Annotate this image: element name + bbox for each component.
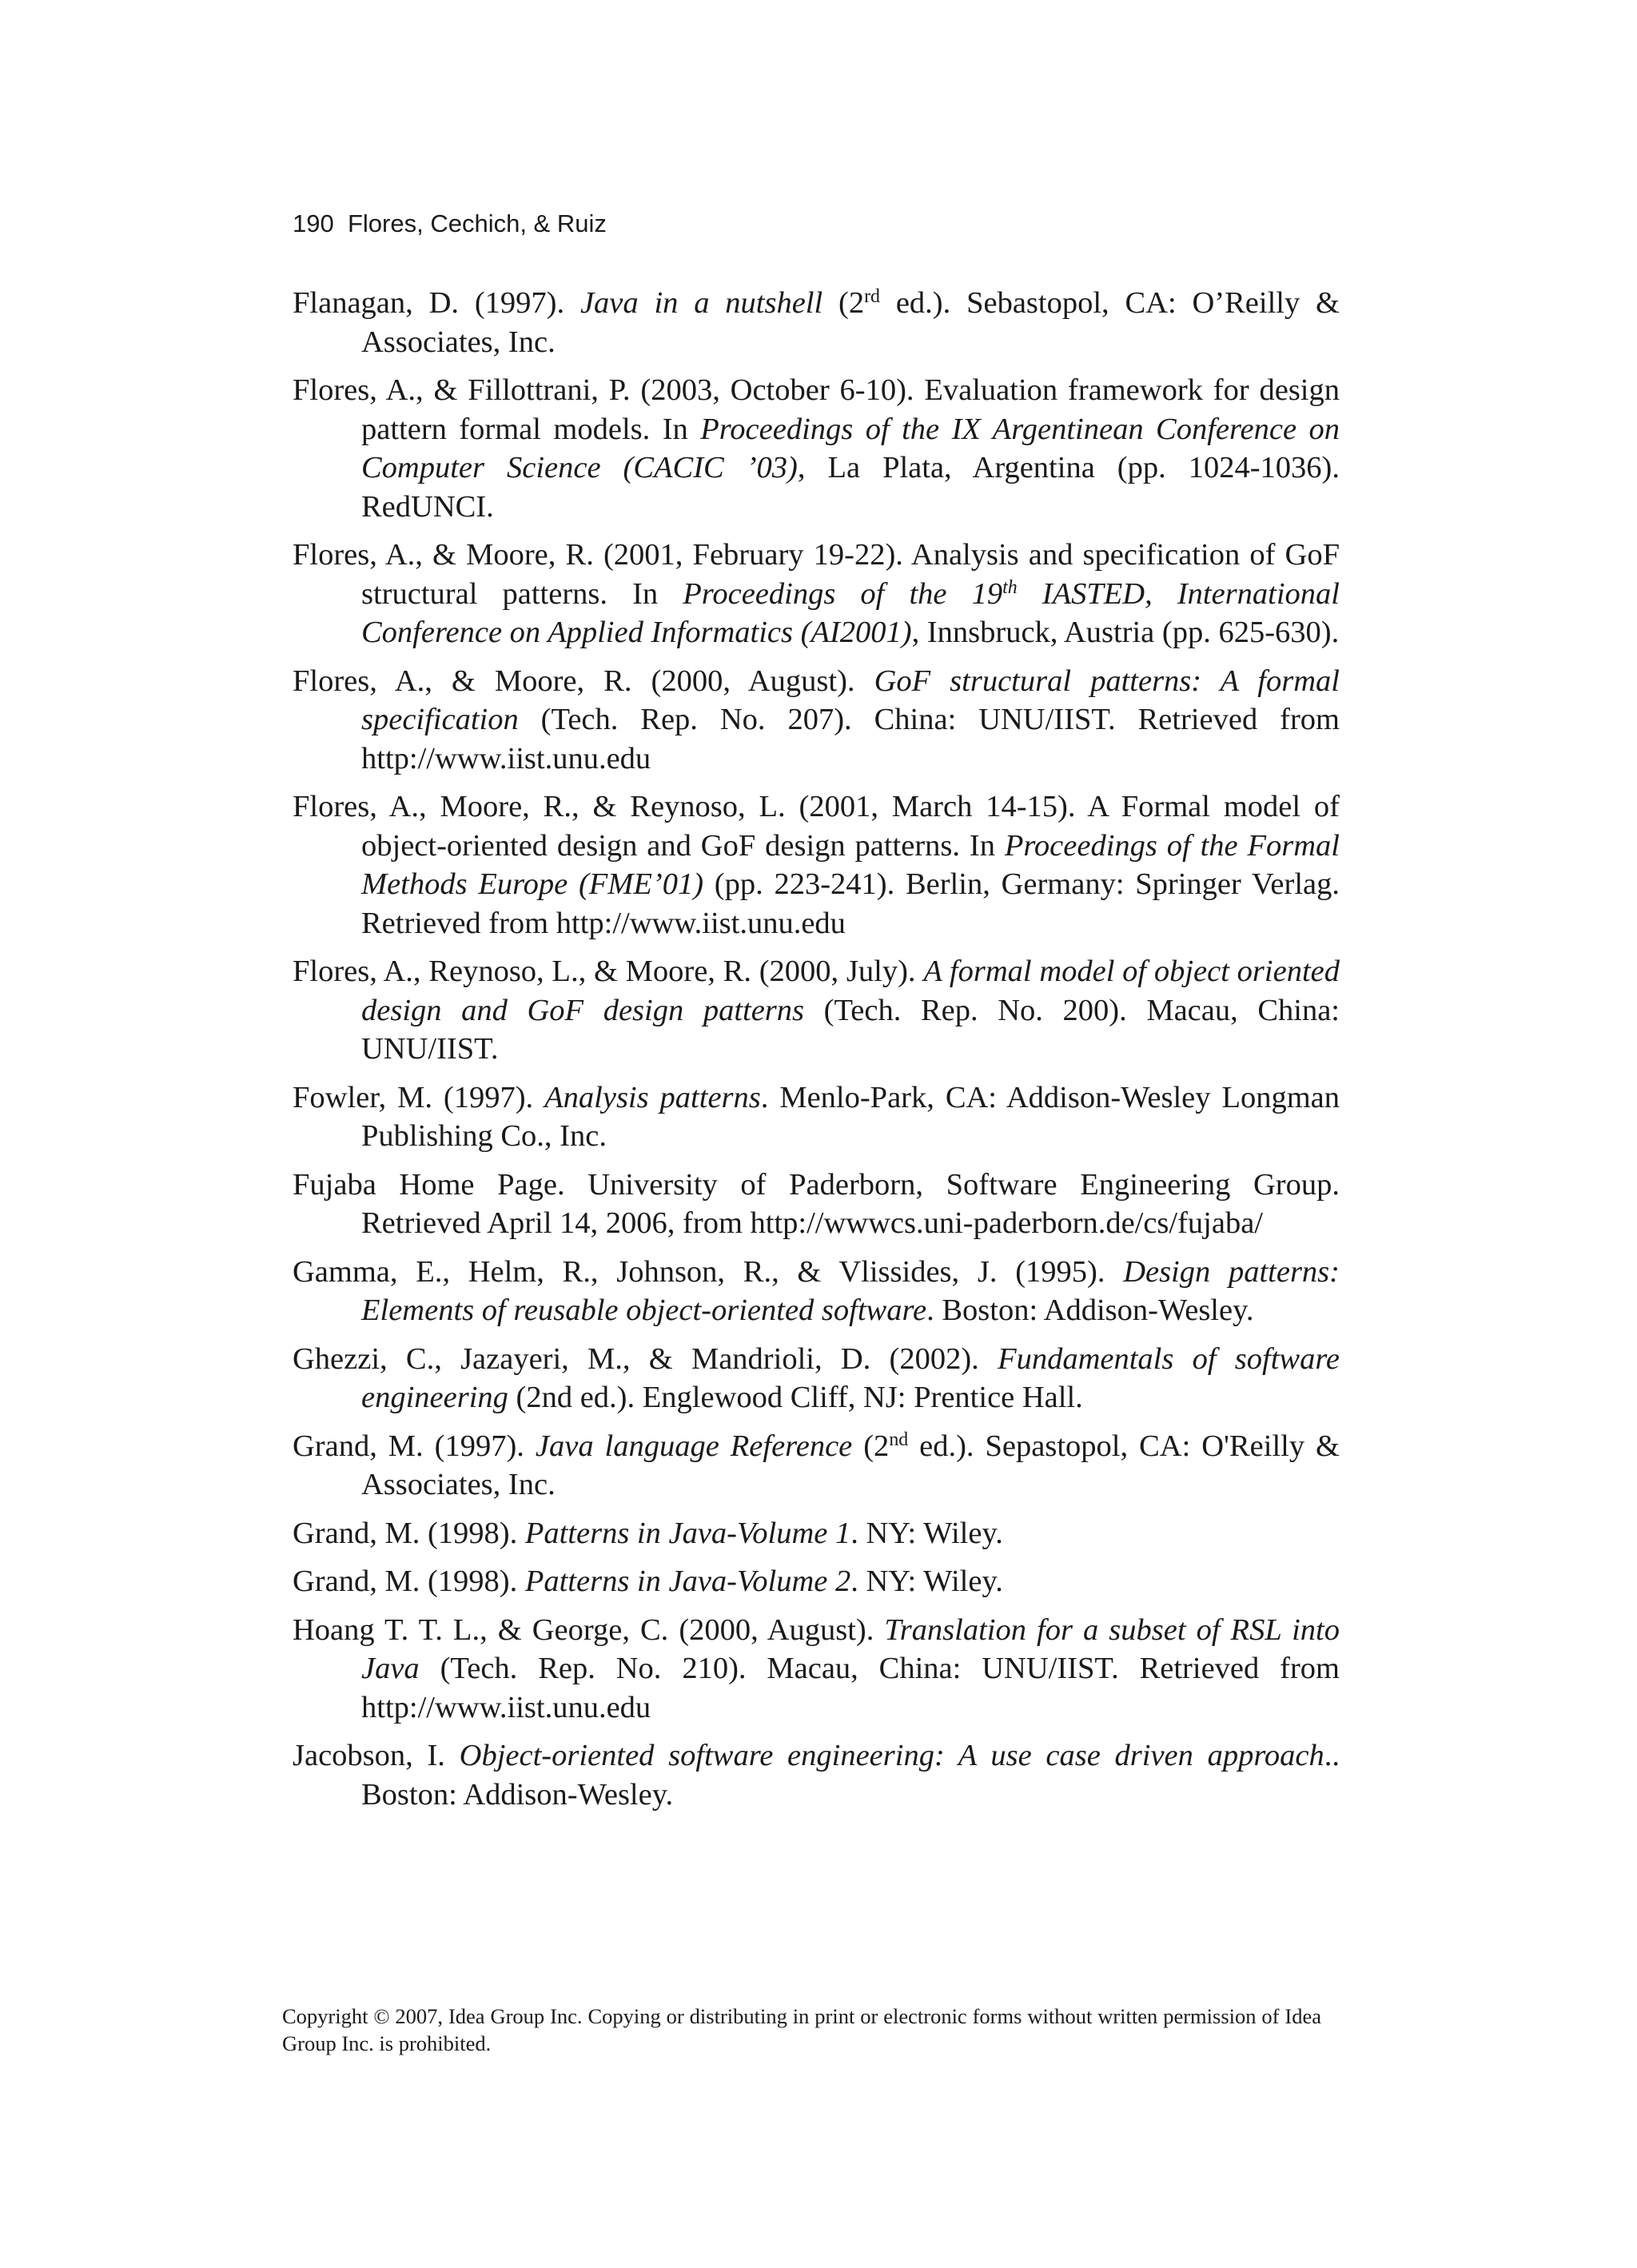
reference-text: (Tech. Rep. No. 200). Macau, China: UNU/IIST. [361,993,1340,1066]
page-number: 190 [293,209,334,237]
reference-text: (2 [822,286,865,320]
reference-text: Flores, A., Reynoso, L., & Moore, R. (2000, July). [293,955,924,988]
reference-text: Gamma, E., Helm, R., Johnson, R., & Vlissides, J. (1995). [293,1254,1124,1289]
reference-title: GoF structural patterns: A formal specification [361,664,1340,736]
reference-text: Grand, M. (1998). [293,1564,525,1598]
reference-item [293,1611,1340,1728]
reference-text: Ghezzi, C., Jazayeri, M., & Mandrioli, D. (2002). [293,1341,998,1376]
reference-text: . Menlo-Park, CA: Addison-Wesley Longman Publishing Co., Inc. [361,1080,1340,1153]
reference-title: Patterns in Java-Volume 2 [524,1564,851,1598]
reference-text: Flores, A., & Fillottrani, P. (2003, October 6-10). Evaluation framework for design pattern formal models. In [293,373,1340,446]
reference-text: Grand, M. (1997). [293,1429,536,1463]
reference-item [293,1562,1340,1601]
reference-title: Translation for a subset of RSL into Java [361,1612,1340,1685]
reference-item [293,1427,1340,1505]
reference-text: , La Plata, Argentina (pp. 1024-1036). RedUNCI. [361,451,1340,524]
reference-text: Fujaba Home Page. University of Paderborn, Software Engineering Group. Retrieved April 14, 2006, from http://wwwcs.uni-paderborn.de/cs/fujaba/ [293,1167,1340,1240]
reference-superscript: rd [864,285,880,307]
reference-text: ed.). Sebastopol, CA: O’Reilly & Associates, Inc. [361,286,1340,359]
reference-item [293,536,1340,652]
reference-text: Jacobson, I. [293,1739,460,1772]
reference-item [293,787,1340,943]
reference-title: Proceedings of the IX Argentinean Conference on Computer Science (CACIC ’03) [361,412,1340,484]
reference-text: (Tech. Rep. No. 210). Macau, China: UNU/IIST. Retrieved from http://www.iist.unu.edu [361,1652,1340,1724]
reference-item [293,371,1340,526]
reference-text: , Innsbruck, Austria (pp. 625-630). [911,616,1340,649]
reference-title: Analysis patterns [544,1080,761,1114]
reference-text: . NY: Wiley. [850,1564,1003,1598]
reference-text: (pp. 223-241). Berlin, Germany: Springer Verlag. Retrieved from http://www.iist.unu.edu [361,867,1340,940]
reference-superscript: nd [889,1429,909,1450]
reference-item [293,1166,1340,1243]
copyright-notice: Copyright © 2007, Idea Group Inc. Copying or distributing in print or electronic forms without written permission of Idea Group Inc. is prohibited. [282,2004,1321,2055]
reference-item [293,284,1340,361]
reference-item [293,662,1340,779]
reference-text: (2nd ed.). Englewood Cliff, NJ: Prentice Hall. [508,1381,1083,1414]
reference-text: Flores, A., Moore, R., & Reynoso, L. (2001, March 14-15). A Formal model of object-oriented design and GoF design patterns. In [293,790,1340,863]
reference-title: Fundamentals of software engineering [361,1341,1340,1414]
reference-title: Object-oriented software engineering: A use case driven approach [459,1739,1324,1772]
header-authors: Flores, Cechich, & Ruiz [347,209,607,237]
reference-text: . NY: Wiley. [850,1516,1003,1550]
reference-title: Java in a nutshell [580,286,823,320]
running-header [293,208,607,240]
reference-item [293,952,1340,1069]
reference-text: Flores, A., & Moore, R. (2001, February 19-22). Analysis and specification of GoF structural patterns. In [293,538,1340,611]
reference-list [293,284,1340,1824]
reference-title: Proceedings of the Formal Methods Europe (FME’01) [361,828,1340,901]
reference-title: Design patterns: Elements of reusable object-oriented software [361,1254,1340,1327]
reference-item [293,1736,1340,1814]
reference-text: Hoang T. T. L., & George, C. (2000, August). [293,1612,885,1647]
reference-item [293,1253,1340,1330]
reference-text: Fowler, M. (1997). [293,1080,545,1114]
reference-text: Grand, M. (1998). [293,1516,525,1550]
reference-text: . Boston: Addison-Wesley. [926,1293,1254,1327]
reference-text: ed.). Sepastopol, CA: O'Reilly & Associates, Inc. [361,1429,1340,1501]
reference-item [293,1078,1340,1156]
reference-text: (2 [852,1429,890,1463]
reference-text: .. Boston: Addison-Wesley. [361,1739,1340,1812]
reference-title: Patterns in Java-Volume 1 [524,1516,851,1550]
reference-title: A formal model of object oriented design and GoF design patterns [361,955,1340,1027]
reference-title: Proceedings of the 19 [683,576,1003,611]
reference-title: IASTED, International Conference on Applied Informatics (AI2001) [361,576,1340,649]
reference-text: (Tech. Rep. No. 207). China: UNU/IIST. Retrieved from http://www.iist.unu.edu [361,703,1340,775]
reference-text: Flores, A., & Moore, R. (2000, August). [293,664,874,698]
reference-superscript: th [1002,576,1018,598]
reference-item [293,1340,1340,1417]
reference-item [293,1514,1340,1553]
reference-text: Flanagan, D. (1997). [293,286,580,320]
reference-title: Java language Reference [535,1429,853,1463]
